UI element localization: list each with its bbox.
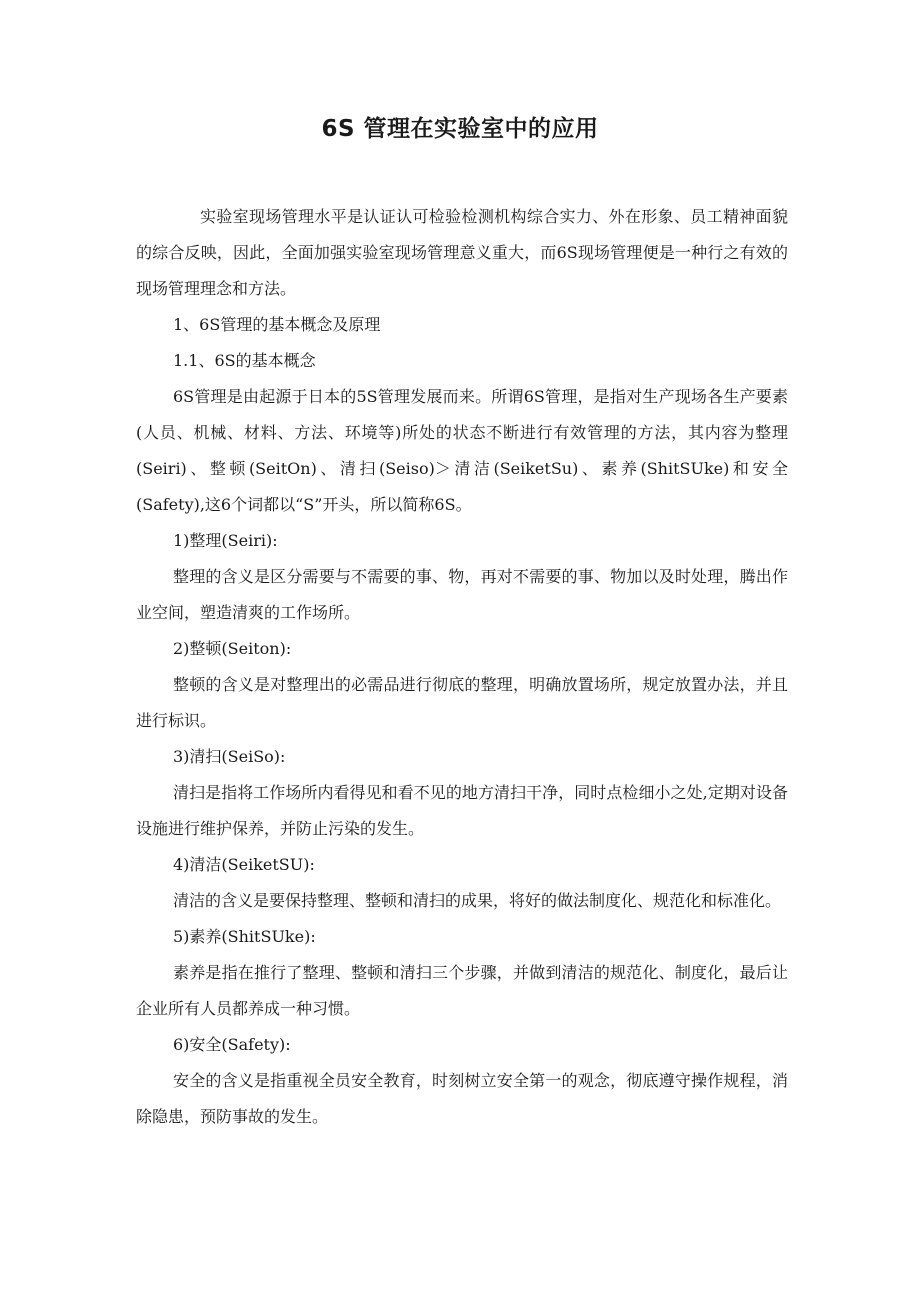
- item-text-seiso: 清扫是指将工作场所内看得见和看不见的地方清扫干净，同时点检细小之处,定期对设备设施进行维护保养，并防止污染的发生。: [136, 783, 788, 838]
- item-heading-seiso: 3)清扫(SeiSo):: [173, 747, 286, 766]
- item-heading-seiri: 1)整理(Seiri):: [173, 531, 278, 550]
- item-text-seiketsu: 清洁的含义是要保持整理、整顿和清扫的成果，将好的做法制度化、规范化和标准化。: [173, 891, 782, 910]
- item-text-shitsuke: 素养是指在推行了整理、整顿和清扫三个步骤，并做到清洁的规范化、制度化，最后让企业所有人员都养成一种习惯。: [136, 963, 788, 1018]
- section-heading: 1、6S管理的基本概念及原理: [173, 315, 381, 334]
- subsection-heading: 1.1、6S的基本概念: [173, 351, 316, 370]
- intro-paragraph: 实验室现场管理水平是认证认可检验检测机构综合实力、外在形象、员工精神面貌的综合反映，因此，全面加强实验室现场管理意义重大，而6S现场管理便是一种行之有效的现场管理理念和方法。: [136, 207, 788, 298]
- body-paragraph: 6S管理是由起源于日本的5S管理发展而来。所谓6S管理，是指对生产现场各生产要素(人员、机械、材料、方法、环境等)所处的状态不断进行有效管理的方法，其内容为整理(Seiri)、整顿(SeitOn)、清扫(Seiso)＞清洁(SeiketSu)、素养(ShitSUke)和安全(Safety),这6个词都以“S”开头，所以简称6S。: [136, 387, 788, 514]
- item-heading-seiton: 2)整顿(Seiton):: [173, 639, 292, 658]
- item-heading-seiketsu: 4)清洁(SeiketSU):: [173, 855, 315, 874]
- item-text-seiton: 整顿的含义是对整理出的必需品进行彻底的整理，明确放置场所，规定放置办法，并且进行标识。: [136, 675, 788, 730]
- document-title: 6S 管理在实验室中的应用: [321, 116, 599, 142]
- item-heading-safety: 6)安全(Safety):: [173, 1035, 291, 1054]
- item-text-seiri: 整理的含义是区分需要与不需要的事、物，再对不需要的事、物加以及时处理，腾出作业空间，塑造清爽的工作场所。: [136, 567, 788, 622]
- item-text-safety: 安全的含义是指重视全员安全教育，时刻树立安全第一的观念，彻底遵守操作规程，消除隐患，预防事故的发生。: [136, 1071, 788, 1126]
- document-body: [136, 199, 788, 1135]
- item-heading-shitsuke: 5)素养(ShitSUke):: [173, 927, 316, 946]
